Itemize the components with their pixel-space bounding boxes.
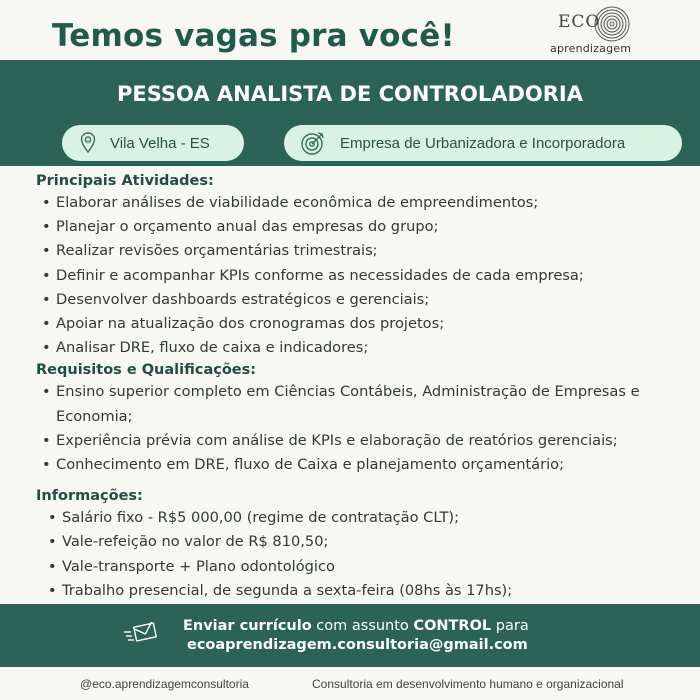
list-item: • Ensino superior completo em Ciências Contábeis, Administração de Empresas e Economia;: [36, 380, 686, 428]
footer-to: para: [491, 618, 529, 634]
list-item: • Realizar revisões orçamentárias trimestrais;: [36, 239, 686, 263]
send-mail-icon: [122, 622, 158, 646]
list-item: • Analisar DRE, fluxo de caixa e indicadores;: [36, 336, 686, 360]
list-item: • Vale-refeição no valor de R$ 810,50;: [36, 530, 686, 554]
logo-name: ECO: [558, 12, 601, 32]
requirements-section: [36, 360, 686, 477]
footer-with-subject: com assunto: [311, 618, 414, 634]
tagline: Consultoria em desenvolvimento humano e organizacional: [312, 677, 624, 691]
list-item: • Apoiar na atualização dos cronogramas dos projetos;: [36, 312, 686, 336]
logo-subtitle: aprendizagem: [550, 42, 632, 55]
eco-logo: [548, 2, 634, 60]
activities-title: Principais Atividades:: [36, 173, 214, 189]
info-list: [36, 506, 686, 603]
list-item: • Conhecimento em DRE, fluxo de Caixa e planejamento orçamentário;: [36, 453, 686, 477]
job-details: [36, 171, 686, 603]
location-text: Vila Velha - ES: [110, 134, 210, 152]
list-item: • Vale-transporte + Plano odontológico: [36, 555, 686, 579]
list-item: • Planejar o orçamento anual das empresas do grupo;: [36, 215, 686, 239]
list-item: • Salário fixo - R$5 000,00 (regime de contratação CLT);: [36, 506, 686, 530]
list-item: • Desenvolver dashboards estratégicos e gerenciais;: [36, 288, 686, 312]
activities-list: [36, 191, 686, 360]
footer-band: [0, 604, 700, 667]
activities-section: [36, 171, 686, 360]
fingerprint-logo-icon: [592, 4, 632, 44]
footer-subject-code: CONTROL: [413, 618, 492, 634]
list-item: • Experiência prévia com análise de KPIs e elaboração de reatórios gerenciais;: [36, 429, 686, 453]
info-title: Informações:: [36, 488, 143, 505]
social-handle: @eco.aprendizagemconsultoria: [80, 677, 249, 691]
location-pill: [62, 125, 244, 161]
footer-email[interactable]: ecoaprendizagem.consultoria@gmail.com: [187, 637, 528, 653]
company-pill: [284, 125, 682, 161]
info-section: [36, 486, 686, 603]
list-item: • Trabalho presencial, de segunda a sexta-feira (08hs às 17hs);: [36, 579, 686, 603]
footer-send-cv: Enviar currículo: [183, 618, 312, 634]
requirements-title: Requisitos e Qualificações:: [36, 362, 257, 379]
headline: Temos vagas pra você!: [52, 18, 455, 54]
list-item: • Elaborar análises de viabilidade econômica de empreendimentos;: [36, 191, 686, 215]
footer-instruction: [183, 618, 529, 634]
target-icon: [300, 130, 326, 156]
requirements-list: [36, 380, 686, 477]
company-text: Empresa de Urbanizadora e Incorporadora: [340, 134, 626, 152]
map-pin-icon: [80, 132, 96, 154]
list-item: • Definir e acompanhar KPIs conforme as necessidades de cada empresa;: [36, 264, 686, 288]
job-title: PESSOA ANALISTA DE CONTROLADORIA: [117, 82, 583, 106]
